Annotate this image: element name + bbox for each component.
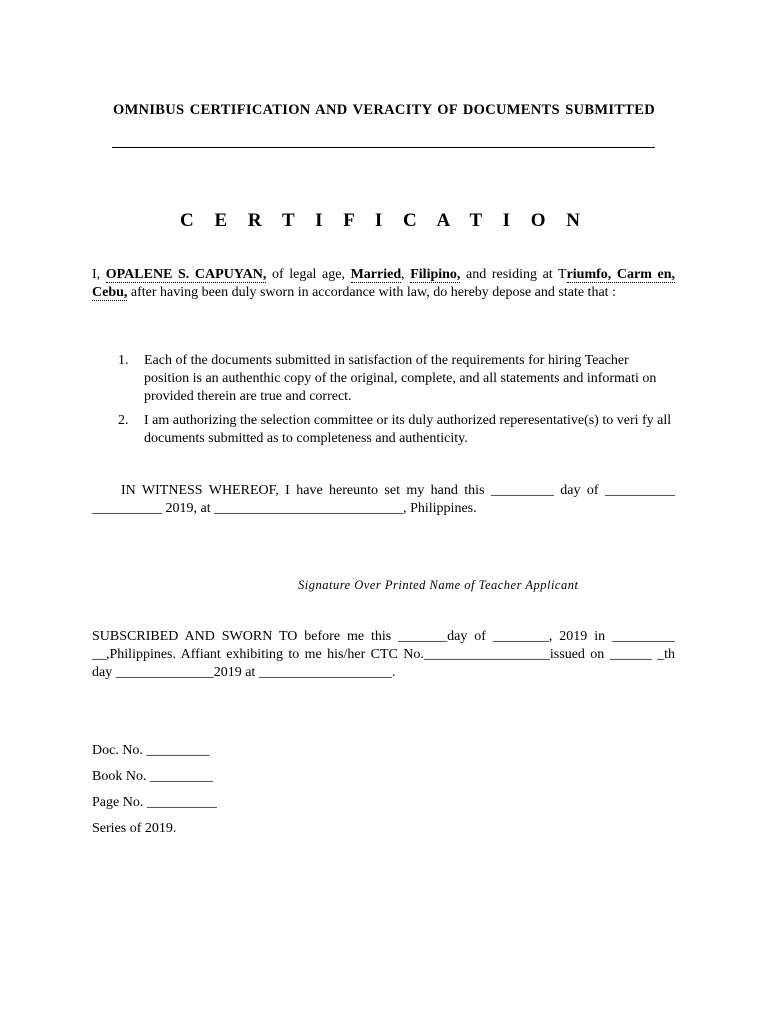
series-year: Series of 2019. <box>92 821 177 836</box>
title-underline <box>112 147 655 148</box>
intro-paragraph <box>92 266 675 302</box>
signature-label: Signature Over Printed Name of Teacher Applicant <box>298 578 579 592</box>
intro-text-1: I, <box>92 267 106 282</box>
list-item-text: I am authorizing the selection committee or its duly authorized reperesentative(s) to veri fy all documents submitted as to completeness and authenticity. <box>144 413 672 446</box>
nationality: Filipino, <box>410 267 461 282</box>
civil-status: Married <box>350 267 402 282</box>
page-number: Page No. __________ <box>92 795 217 810</box>
intro-text-5: after having been duly sworn in accordance with law, do hereby depose and state that : <box>127 285 616 300</box>
list-item <box>118 352 675 406</box>
doc-number: Doc. No. _________ <box>92 743 210 758</box>
list-item <box>118 412 675 448</box>
affiant-name: OPALENE S. CAPUYAN, <box>105 267 267 282</box>
subscribed-paragraph: SUBSCRIBED AND SWORN TO before me this _______day of ________, 2019 in _________ __,Philippines. Affiant exhibiting to me his/her CTC No.__________________issued on ______ _th day ______________2019 at ___________________. <box>92 629 675 680</box>
certification-heading: C E R T I F I C A T I O N <box>179 210 589 231</box>
list-item-text: Each of the documents submitted in satisfaction of the requirements for hiring Teacher position is an authenthic copy of the original, complete, and all statements and informati on provided therein are true and correct. <box>144 353 657 404</box>
list-item-number: 1. <box>118 353 129 368</box>
intro-text-2: of legal age, <box>266 267 351 282</box>
list-item-number: 2. <box>118 413 129 428</box>
witness-paragraph: IN WITNESS WHEREOF, I have hereunto set my hand this _________ day of __________ __________ 2019, at ___________________________, Philippines. <box>92 483 675 516</box>
document-title: OMNIBUS CERTIFICATION AND VERACITY OF DOCUMENTS SUBMITTED <box>112 102 656 118</box>
residence-address: riumfo, Carm en, Cebu, <box>92 267 675 300</box>
book-number: Book No. _________ <box>92 769 213 784</box>
intro-text-4: and residing at T <box>460 267 567 282</box>
intro-text-3: , <box>401 267 411 282</box>
